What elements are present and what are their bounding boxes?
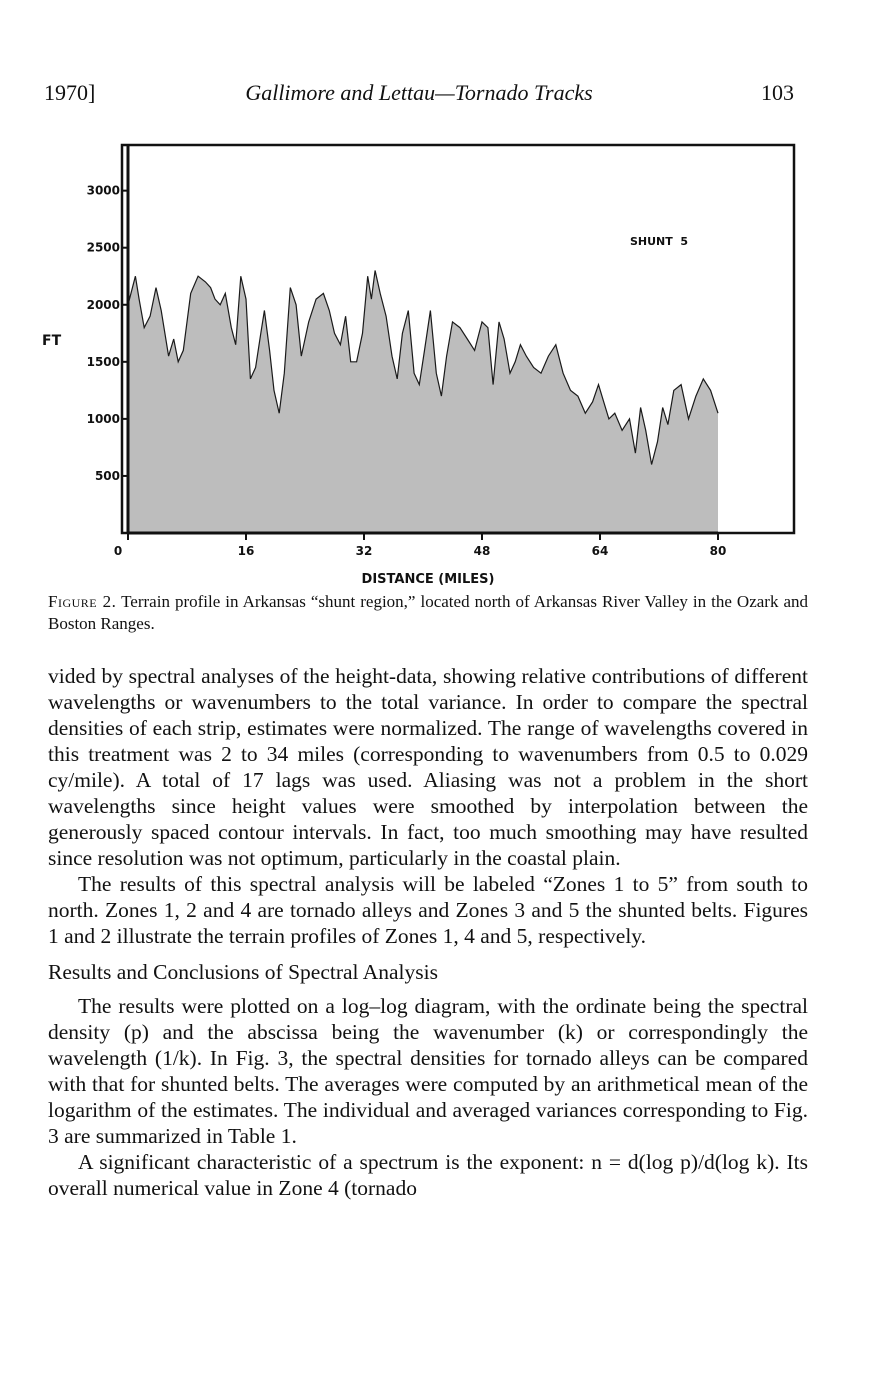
y-axis-label: FT bbox=[42, 333, 62, 349]
x-tick-label: 64 bbox=[591, 544, 609, 558]
section-heading: Results and Conclusions of Spectral Analysis bbox=[48, 960, 438, 984]
y-tick-label: 3000 bbox=[86, 183, 120, 198]
paragraph-3: The results were plotted on a log–log diagram, with the ordinate being the spectral density (p) and the abscissa being the wavenumber (k) or correspondingly the wavelength (1/k). In Fig. 3, the spectral densities for tornado alleys can be compared with that for shunted belts. The averages were computed by an arithmetical mean of the logarithm of the estimates. The individual and averaged variances corresponding to Fig. 3 are summarized in Table 1. bbox=[48, 994, 808, 1148]
x-tick-label: 0 bbox=[113, 544, 123, 558]
header-title: Gallimore and Lettau—Tornado Tracks bbox=[245, 80, 593, 105]
x-tick-label: 80 bbox=[709, 544, 727, 558]
running-header bbox=[44, 80, 794, 110]
x-tick-label: 16 bbox=[237, 544, 255, 558]
figure-caption bbox=[48, 591, 808, 635]
y-tick-label: 1000 bbox=[86, 411, 120, 426]
y-tick-label: 2000 bbox=[86, 297, 120, 312]
page-number: 103 bbox=[761, 80, 794, 105]
x-axis-label: DISTANCE (MILES) bbox=[361, 572, 495, 587]
header-year: 1970] bbox=[44, 80, 96, 105]
figure-terrain-profile bbox=[40, 140, 810, 590]
paragraph-2: The results of this spectral analysis will be labeled “Zones 1 to 5” from south to north. Zones 1, 2 and 4 are tornado alleys and Zones 3 and 5 the shunted belts. Figures 1 and 2 illustrate the terrain profiles of Zones 1, 4 and 5, respectively. bbox=[48, 872, 808, 948]
body-text bbox=[48, 663, 808, 1201]
x-tick-label: 48 bbox=[473, 544, 491, 558]
y-tick-label: 2500 bbox=[86, 240, 120, 255]
terrain-chart bbox=[40, 140, 810, 590]
caption-label: Figure 2. bbox=[48, 592, 117, 611]
x-tick-label: 32 bbox=[355, 544, 373, 558]
shunt-annotation: SHUNT 5 bbox=[630, 235, 689, 248]
paragraph-4: A significant characteristic of a spectrum is the exponent: n = d(log p)/d(log k). Its overall numerical value in Zone 4 (tornado bbox=[48, 1150, 808, 1200]
y-tick-label: 1500 bbox=[86, 354, 120, 369]
caption-text: Terrain profile in Arkansas “shunt region,” located north of Arkansas River Valley in the Ozark and Boston Ranges. bbox=[48, 592, 808, 633]
paragraph-1: vided by spectral analyses of the height-data, showing relative contributions of different wavelengths or wavenumbers to the total variance. In order to compare the spectral densities of each strip, estimates were normalized. The range of wavelengths covered in this treatment was 2 to 34 miles (corresponding to wavenumbers from 0.5 to 0.029 cy/mile). A total of 17 lags was used. Aliasing was not a problem in the short wavelengths since height values were smoothed by interpolation between the generously spaced contour intervals. In fact, too much smoothing may have resulted since resolution was not optimum, particularly in the coastal plain. bbox=[48, 664, 808, 870]
y-tick-label: 500 bbox=[94, 468, 120, 483]
